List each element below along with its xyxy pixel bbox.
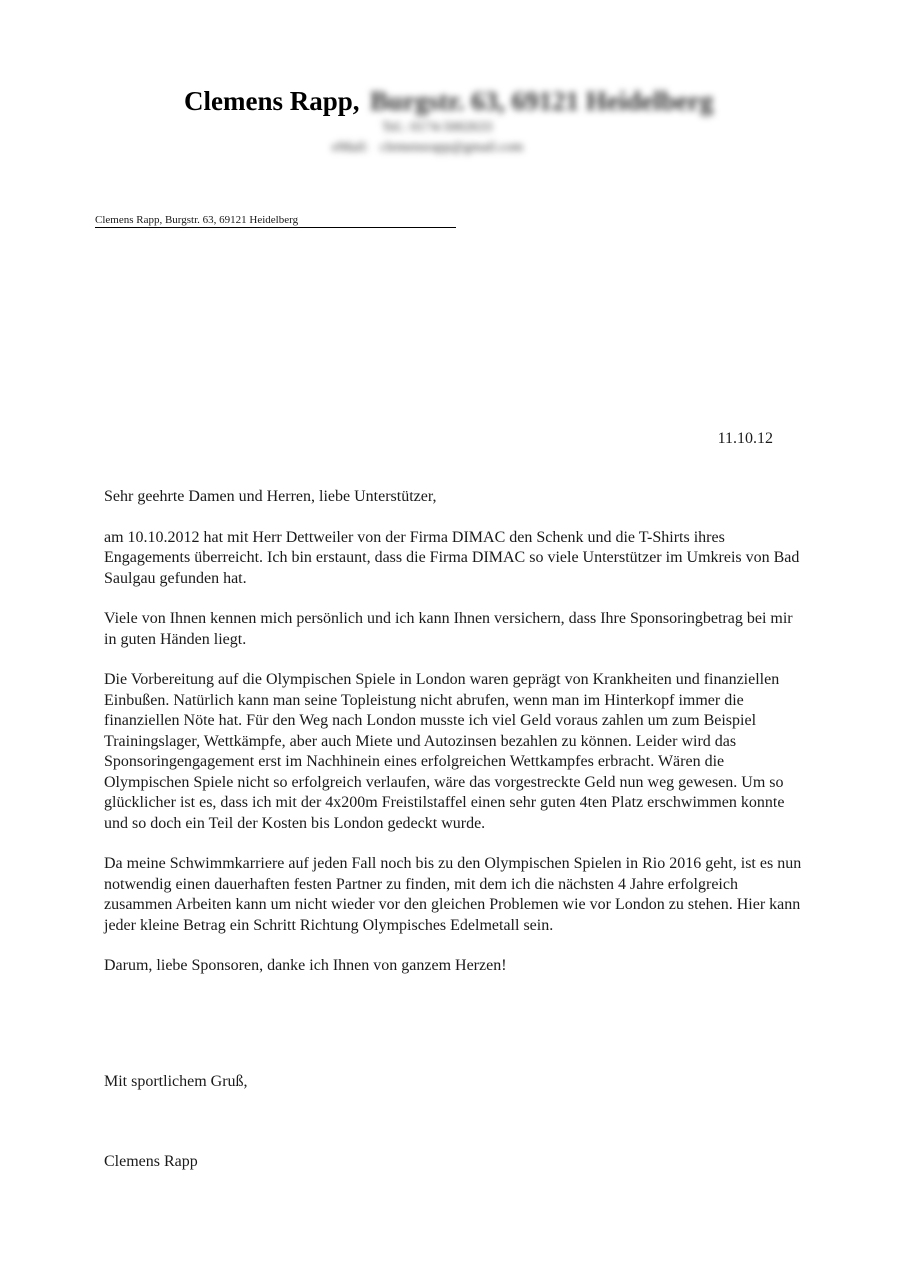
letterhead-name: Clemens Rapp, — [184, 86, 360, 116]
paragraph-4: Da meine Schwimmkarriere auf jeden Fall noch bis zu den Olympischen Spielen in Rio 2016 geht, ist es nun notwendig einen dauerhaften festen Partner zu finden, mit dem ich die nächsten 4 Jahre erfolgreich zusammen Arbeiten kann um nicht wieder vor den gleichen Problemen wie vor London zu stehen. Hier kann jeder kleine Betrag ein Schritt Richtung Olympisches Edelmetall sein. — [104, 855, 802, 934]
closing-phrase: Mit sportlichem Gruß, — [104, 1073, 248, 1090]
email-label: eMail: — [332, 140, 369, 155]
letterhead-address: Burgstr. 63, 69121 Heidelberg — [370, 86, 714, 116]
paragraph-5: Darum, liebe Sponsoren, danke ich Ihnen von ganzem Herzen! — [104, 957, 507, 974]
letterhead-email — [332, 140, 523, 156]
sender-return-address: Clemens Rapp, Burgstr. 63, 69121 Heidelberg — [95, 214, 456, 228]
letter-body — [104, 487, 804, 997]
letterhead-phone: Tel.: 0174-5002633 — [382, 120, 493, 135]
email-address: clemensrapp@gmail.com — [380, 140, 524, 155]
paragraph-3: Die Vorbereitung auf die Olympischen Spiele in London waren geprägt von Krankheiten und finanziellen Einbußen. Natürlich kann man seine Topleistung nicht abrufen, wenn man im Hinterkopf immer die finanziellen Nöte hat. Für den Weg nach London musste ich viel Geld voraus zahlen um zum Beispiel Trainingslager, Wettkämpfe, aber auch Miete und Autozinsen bezahlen zu können. Leider wird das Sponsoringengagement erst im Nachhinein eines erfolgreichen Wettkampfes erbracht. Wären die Olympischen Spiele nicht so erfolgreich verlaufen, wäre das vorgestreckte Geld nun weg gewesen. Um so glücklicher ist es, dass ich mit der 4x200m Freistilstaffel einen sehr guten 4ten Platz erschwimmen konnte und so doch ein Teil der Kosten bis London gedeckt wurde. — [104, 671, 785, 832]
signature-name: Clemens Rapp — [104, 1153, 198, 1170]
letter-date: 11.10.12 — [717, 430, 773, 447]
paragraph-1: am 10.10.2012 hat mit Herr Dettweiler von der Firma DIMAC den Schenk und die T-Shirts ihres Engagements überreicht. Ich bin erstaunt, dass die Firma DIMAC so viele Unterstützer im Umkreis von Bad Saulgau gefunden hat. — [104, 528, 800, 587]
paragraph-2: Viele von Ihnen kennen mich persönlich und ich kann Ihnen versichern, dass Ihre Sponsoringbetrag bei mir in guten Händen liegt. — [104, 610, 793, 648]
salutation: Sehr geehrte Damen und Herren, liebe Unterstützer, — [104, 488, 437, 505]
